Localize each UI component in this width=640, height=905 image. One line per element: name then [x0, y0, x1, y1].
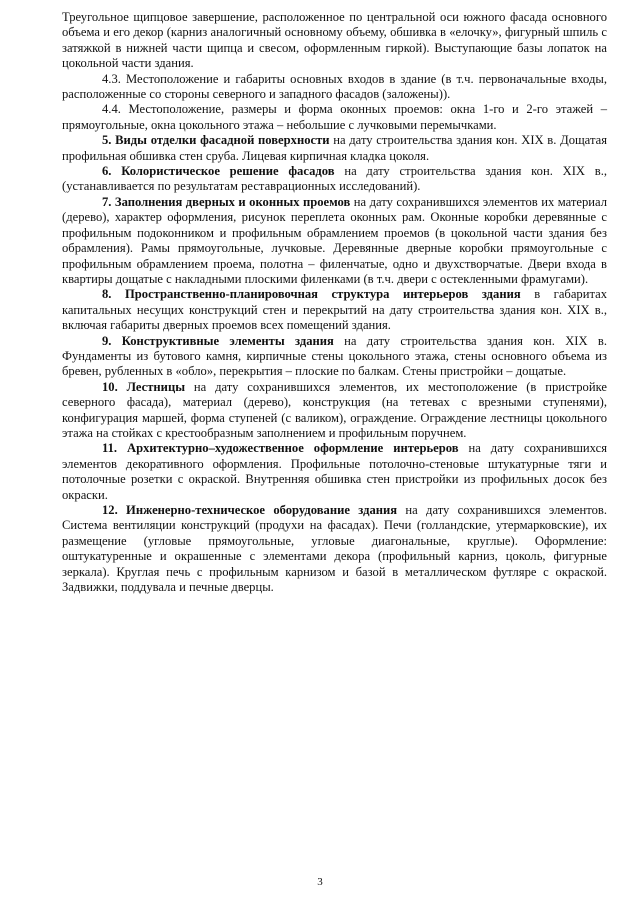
- section-heading: 5. Виды отделки фасадной поверхности: [102, 133, 330, 148]
- section-heading: 9. Конструктивные элементы здания: [102, 333, 334, 348]
- paragraph-text: Треугольное щипцовое завершение, расположенное по центральной оси южного фасада основного объема и его декор (карниз аналогичный основному объему, обшивка в «елочку», фигурный шпиль с затяжкой в нижней части щипца и свесом, оформленным гиркой). Выступающие базы лопаток на цокольной части здания.: [62, 10, 607, 71]
- section-engineering-equipment: [62, 503, 607, 595]
- page-number: 3: [317, 876, 323, 888]
- section-door-window-fillings: [62, 195, 607, 287]
- section-text: на дату сохранившихся элементов. Система вентиляции конструкций (продухи на фасадах). Печи (голландские, утермарковские), их размещение (угловые прямоугольные, угловые диагональные, круглые). Оформление: оштукатуренные и окрашенные с элементами декора (профильный карниз, цоколь, фигурные зеркала). Круглая печь с профильным карнизом и базой в металлическом футляре с окраской. Задвижки, поддувала и печные дверцы.: [62, 503, 607, 595]
- section-text: на дату строительства здания кон. XIX в. Дощатая профильная обшивка стен сруба. Лицевая кирпичная кладка цоколя.: [62, 133, 607, 163]
- section-text: на дату строительства здания кон. XIX в., (устанавливается по результатам реставрационных исследований).: [62, 164, 607, 194]
- paragraph-entrances: [62, 72, 607, 103]
- section-interior-decor: [62, 441, 607, 503]
- section-facade-colors: [62, 164, 607, 195]
- section-heading: 6. Колористическое решение фасадов: [102, 164, 335, 179]
- paragraph-text: 4.3. Местоположение и габариты основных входов в здание (в т.ч. первоначальные входы, расположенные со стороны северного и западного фасадов (заложены)).: [62, 71, 607, 102]
- section-interior-layout: [62, 287, 607, 333]
- section-heading: 7. Заполнения дверных и оконных проемов: [102, 194, 351, 209]
- paragraph-window-openings: [62, 102, 607, 133]
- section-text: на дату сохранившихся элементов декоративного оформления. Профильные потолочно-стеновые штукатурные тяги и потолочные розетки с окраской. Внутренняя обшивка стен пристройки из профильных досок без окраски.: [62, 441, 607, 502]
- section-text: на дату сохранившихся элементов их материал (дерево), характер оформления, рисунок переплета оконных рам. Оконные коробки деревянные с профильным подоконником и профильным обрамлением проемов (в цокольной части здания без обрамления). Рамы прямоугольные, лучковые. Деревянные дверные коробки прямоугольные с профильным обрамлением проема, полотна – филенчатые, одно и двухстворчатые. Двери входа в квартиры дощатые с накладными плоскими филенками (в т.ч. двери с остекленными фрамугами).: [62, 194, 607, 286]
- section-text: на дату сохранившихся элементов, их местоположение (в пристройке северного фасада), материал (дерево), конструкция (на тетевах с врезными ступенями), конфигурация маршей, форма ступеней (с валиком), ограждение. Ограждение лестницы цокольного этажа на стойках с крестообразным заполнением и профильным поручнем.: [62, 379, 607, 440]
- section-text: в габаритах капитальных несущих конструкций стен и перекрытий на дату строительства здания кон. XIX в., включая габариты дверных проемов всех помещений здания.: [62, 287, 607, 333]
- section-heading: 12. Инженерно-техническое оборудование здания: [102, 503, 398, 517]
- section-structural-elements: [62, 334, 607, 380]
- document-page: [62, 10, 607, 595]
- section-text: на дату строительства здания кон. XIX в. Фундаменты из бутового камня, кирпичные стены цокольного этажа, стены основного объема из бревен, рубленных в «обло», перекрытия – плоские по балкам. Стены пристройки – дощатые.: [62, 333, 607, 379]
- paragraph-text: 4.4. Местоположение, размеры и форма оконных проемов: окна 1-го и 2-го этажей – прямоугольные, окна цокольного этажа – небольшие с лучковыми перемычками.: [62, 102, 607, 132]
- section-heading: 8. Пространственно-планировочная структура интерьеров здания: [102, 287, 521, 302]
- section-facade-finish: [62, 133, 607, 164]
- section-heading: 11. Архитектурно–художественное оформление интерьеров: [102, 441, 459, 456]
- section-staircases: [62, 380, 607, 442]
- paragraph-gable-decor: [62, 10, 607, 72]
- section-heading: 10. Лестницы: [102, 379, 186, 394]
